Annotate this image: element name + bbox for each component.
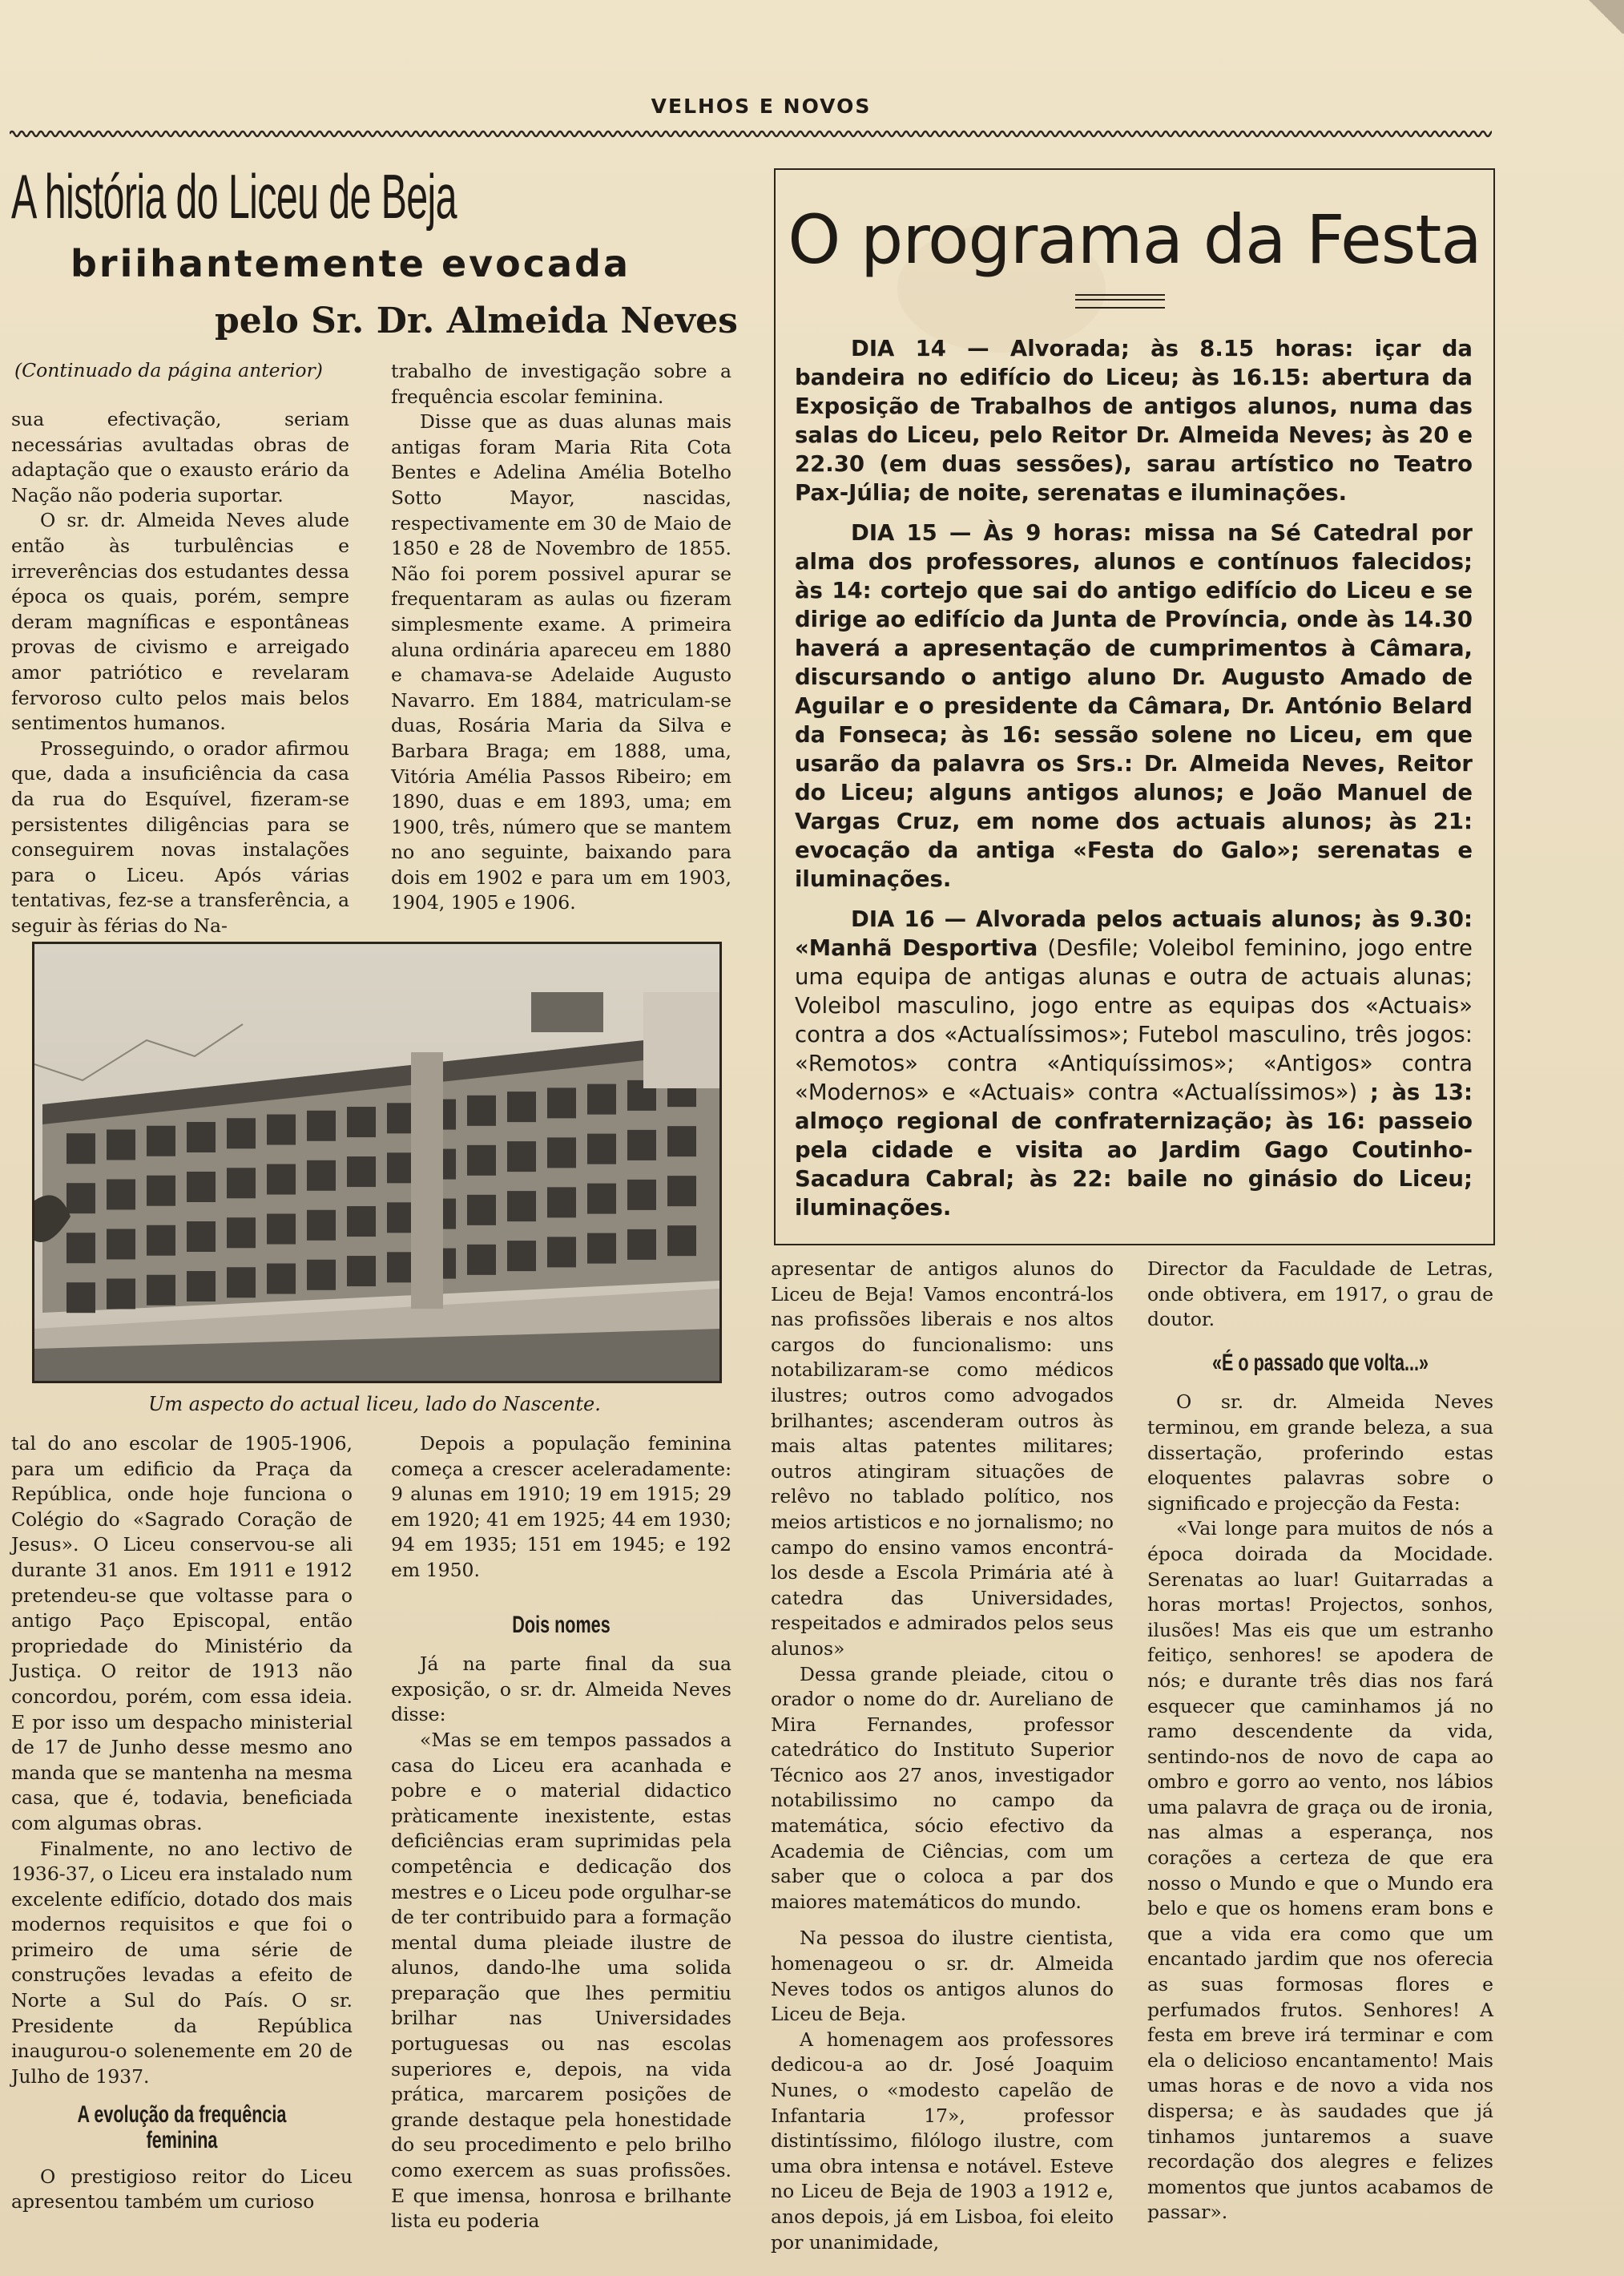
section-header: VELHOS E NOVOS [651, 95, 872, 118]
building-window [267, 1115, 296, 1145]
paragraph: Prosseguindo, o orador afirmou que, dada a insuficiência da casa da rua do Esquível, fizeram-se persistentes diligências para se conseguirem novas instalações para o Liceu. Após várias tentativas, fez-se a transferência, a seguir às férias do Na- [11, 736, 349, 937]
paragraph: O prestigioso reitor do Liceu apresentou também um curioso [11, 2165, 353, 2213]
building-window [267, 1164, 296, 1195]
building-window [66, 1133, 95, 1164]
building-window [587, 1233, 616, 1264]
column-1-top [11, 407, 349, 938]
building-window [66, 1282, 95, 1313]
building-window [547, 1237, 576, 1267]
paragraph: O sr. dr. Almeida Neves terminou, em grande beleza, a sua dissertação, proferindo estas eloquentes palavras sobre o significado e projecção da Festa: [1147, 1390, 1493, 1515]
column-3 [771, 1257, 1114, 2255]
paragraph: Finalmente, no ano lectivo de 1936-37, o Liceu era instalado num excelente edifício, dotado dos mais modernos requisitos e que foi o primeiro de uma série de construções levadas a efeito de Norte a Sul do País. O sr. Presidente da República inaugurou-o solenemente em 20 de Julho de 1937. [11, 1837, 353, 2088]
building-window [467, 1096, 496, 1126]
building-window [66, 1183, 95, 1213]
paragraph: «Vai longe para muitos de nós a época doirada da Mocidade. Serenatas ao luar! Guitarradas a horas mortas! Projectos, sonhos, ilusões! Mas eis que um estranho feitiço, senhores! se apodera de nós; e durante três dias nos fará esquecer que caminhamos já no ramo descendente da vida, sentindo-nos de novo de capa ao ombro e gorro ao vento, nos lábios uma palavra de graça ou de ironia, nas almas a esperança, nos corações a certeza de que era nosso o Mundo e que o Mundo era belo e que os homens eram bons e que a vida era como que um encantado jardim que nos oferecia as suas formosas flores e perfumados frutos. Senhores! A festa em breve irá terminar e com ela o delicioso encantamento! Mais umas horas e de novo a vida nos dispersa; e às saudades que já tinhamos juntaremos a suave recordação dos alegres e felizes momentos que juntos acabamos de passar». [1147, 1517, 1493, 2224]
building-window [547, 1088, 576, 1118]
building-window [587, 1184, 616, 1214]
building-window [667, 1225, 696, 1256]
building-window [507, 1141, 536, 1172]
programme-day-14: DIA 14 — Alvorada; às 8.15 horas: içar da bandeira no edifício do Liceu; às 16.15: abertura da Exposição de Trabalhos de antigos alunos, numa das salas do Liceu, pelo Reitor Dr. Almeida Neves; às 20 e 22.30 (em duas sessões), sarau artístico no Teatro Pax-Júlia; de noite, serenatas e iluminações. [795, 336, 1473, 506]
building-window [227, 1168, 256, 1198]
paragraph: Dessa grande pleiade, citou o orador o nome do dr. Aureliano de Mira Fernandes, professor catedrático do Instituto Superior Técnico aos 27 anos, investigador notabilissimo no campo da matemática, sócio efectivo da Academia de Ciências, com um saber que o coloca a par dos maiores matemáticos do mundo. [771, 1662, 1114, 1913]
building-window [467, 1245, 496, 1275]
building-window [667, 1126, 696, 1156]
continued-note: (Continuado da página anterior) [14, 359, 323, 381]
building-window [507, 1241, 536, 1271]
paragraph: sua efectivação, seriam necessárias avultadas obras de adaptação que o exausto erário da Nação não poderia suportar. [11, 408, 349, 506]
programme-text [795, 334, 1473, 1222]
building-window [547, 1187, 576, 1217]
article-title: A história do Liceu de Beja [11, 161, 457, 232]
building-window [187, 1122, 216, 1152]
building-window [307, 1210, 336, 1241]
subhead-passado: «É o passado que volta...» [1211, 1349, 1429, 1376]
paragraph: Director da Faculdade de Letras, onde obtivera, em 1917, o grau de doutor. [1147, 1257, 1493, 1331]
building-window [307, 1160, 336, 1191]
building-window [467, 1195, 496, 1225]
article-subtitle: briihantemente evocada [71, 242, 631, 285]
building-window [507, 1191, 536, 1221]
building-window [147, 1275, 175, 1305]
building-window [147, 1176, 175, 1206]
paragraph: apresentar de antigos alunos do Liceu de Beja! Vamos encontrá-los nas profissões liberais e nos altos cargos do funcionalismo: uns notabilizaram-se como médicos ilustres; outros como advogados brilhantes; ascenderam outros às mais altas patentes militares; outros atingiram situações de relêvo no tablado político, nos meios artisticos e no jornalismo; no campo do ensino vamos encontrá-los desde a Escola Primária até à catedra das Universidades, respeitados e admirados pelos seus alunos» [771, 1257, 1114, 1660]
building-window [107, 1179, 135, 1209]
photo-caption: Um aspecto do actual liceu, lado do Nascente. [148, 1393, 601, 1415]
building-window [587, 1084, 616, 1115]
paragraph: trabalho de investigação sobre a frequência escolar feminina. [391, 360, 731, 408]
building-window [547, 1137, 576, 1168]
column-1-bottom [11, 1431, 353, 2215]
paragraph: Na pessoa do ilustre cientista, homenageou o sr. dr. Almeida Neves todos os antigos alunos do Liceu de Beja. [771, 1927, 1114, 2026]
building-window [187, 1271, 216, 1301]
paragraph: Disse que as duas alunas mais antigas foram Maria Rita Cota Bentes e Adelina Amélia Botelho Sotto Mayor, nascidas, respectivamente em 30 de Maio de 1850 e 28 de Novembro de 1855. Não foi porem possivel apurar se frequentaram as aulas ou fizeram simplesmente exame. A primeira aluna ordinária apareceu em 1880 e chamava-se Adelaide Augusto Navarro. Em 1884, matriculam-se duas, Rosária Maria da Silva e Barbara Braga; em 1888, uma, Vitória Amélia Passos Ribeiro; em 1890, duas e em 1893, uma; em 1900, três, número que se mantem no ano seguinte, baixando para dois em 1902 e para um em 1903, 1904, 1905 e 1906. [391, 410, 731, 914]
building-window [187, 1172, 216, 1202]
building-window [467, 1145, 496, 1176]
building-window [627, 1180, 656, 1210]
subhead-dois-nomes: Dois nomes [512, 1611, 611, 1638]
building-window [347, 1107, 376, 1137]
building-illustration [34, 944, 719, 1381]
building-window [627, 1130, 656, 1160]
building-window [227, 1118, 256, 1148]
building-window [147, 1225, 175, 1256]
building-window [66, 1233, 95, 1263]
building-window [347, 1156, 376, 1187]
building-window [307, 1111, 336, 1141]
article-byline: pelo Sr. Dr. Almeida Neves [215, 301, 738, 341]
wavy-rule [10, 128, 1492, 139]
programme-box [774, 168, 1495, 1245]
building-window [107, 1129, 135, 1160]
programme-day-16: DIA 16 — Alvorada pelos actuais alunos; às 9.30: «Manhã Desportiva (Desfile; Voleibol feminino, jogo entre uma equipa de antigas alunas e outra de actuais alunas; Voleibol masculino, jogo entre as equipas dos «Actuais» contra a dos «Actualíssimos»; Futebol masculino, três jogos: «Remotos» contra «Antiquíssimos»; «Antigos» contra «Modernos» e «Actuais» contra «Actualíssimos») ; às 13: almoço regional de confraternização; às 16: passeio pela cidade e visita ao Jardim Gago Coutinho-Sacadura Cabral; às 22: baile no ginásio do Liceu; iluminações. [795, 906, 1473, 1221]
building-window [667, 1176, 696, 1206]
folded-corner [1587, 0, 1624, 34]
paragraph: A homenagem aos professores dedicou-a ao dr. José Joaquim Nunes, o «modesto capelão de Infantaria 17», professor distintíssimo, filólogo ilustre, com uma obra intensa e notável. Esteve no Liceu de Beja de 1903 a 1912 e, anos depois, já em Lisboa, foi eleito por unanimidade, [771, 2028, 1114, 2254]
building-window [347, 1206, 376, 1237]
paragraph: Depois a população feminina começa a crescer aceleradamente: 9 alunas em 1910; 19 em 1915; 29 em 1920; 41 em 1925; 44 em 1930; 94 em 1935; 151 em 1945; e 192 em 1950. [391, 1432, 731, 1581]
building-window [307, 1260, 336, 1290]
building-window [187, 1221, 216, 1252]
building-window [627, 1229, 656, 1260]
building-window [227, 1267, 256, 1297]
building-window [267, 1214, 296, 1245]
building-window [107, 1229, 135, 1259]
column-2-bottom [391, 1431, 731, 2234]
building-window [347, 1256, 376, 1286]
title-rule [1075, 294, 1165, 309]
building-window [587, 1134, 616, 1164]
building-window [227, 1217, 256, 1248]
building-window [107, 1278, 135, 1309]
building-window [507, 1092, 536, 1122]
building-window [267, 1264, 296, 1294]
programme-title: O programa da Festa [788, 200, 1481, 279]
paragraph: «Mas se em tempos passados a casa do Liceu era acanhada e pobre e o material didactico pràticamente inexistente, estas deficiências eram suprimidas pela competência e dedicação dos mestres e o Liceu pode orgulhar-se de ter contribuido para a formação mental duma pleiade ilustre de alunos, dando-lhe uma solida preparação que lhes permitiu brilhar nas Universidades portuguesas ou nas escolas superiores e, depois, na vida prática, marcarem posições de grande destaque pela honestidade do seu procedimento e pelo brilho como exercem as suas profissões. E que imensa, honrosa e brilhante lista eu poderia [391, 1728, 731, 2233]
building-window [147, 1126, 175, 1156]
paragraph: tal do ano escolar de 1905-1906, para um edificio da Praça da República, onde hoje funciona o Colégio do «Sagrado Coração de Jesus». O Liceu conservou-se ali durante 31 anos. Em 1911 e 1912 pretendeu-se que voltasse para o antigo Paço Episcopal, então propriedade do Ministério da Justiça. O reitor de 1913 não concordou, porém, com essa ideia. E por isso um despacho ministerial de 17 de Junho desse mesmo ano manda que se mantenha na mesma casa, que é, todavia, beneficiada com algumas obras. [11, 1432, 353, 1834]
programme-day-15: DIA 15 — Às 9 horas: missa na Sé Catedral por alma dos professores, alunos e contínuos falecidos; às 14: cortejo que sai do antigo edifício do Liceu e se dirige ao edifício da Junta de Província, onde às 14.30 haverá a apresentação de cumprimentos à Câmara, discursando o antigo aluno Dr. Augusto Amado de Aguilar e o presidente da Câmara, Dr. António Belard da Fonseca; às 16: sessão solene no Liceu, em que usarão da palavra os Srs.: Dr. Almeida Neves, Reitor do Liceu; alguns antigos alunos; e João Manuel de Vargas Cruz, em nome dos actuais alunos; às 21: evocação da antiga «Festa do Galo»; serenatas e iluminações. [795, 520, 1473, 892]
column-4 [1147, 1257, 1493, 2226]
column-2-top [391, 359, 731, 916]
paragraph: Já na parte final da sua exposição, o sr. dr. Almeida Neves disse: [391, 1653, 731, 1726]
paragraph: O sr. dr. Almeida Neves alude então às turbulências e irreverências dos estudantes dessa época os quais, porém, sempre deram magníficas e espontâneas provas de civismo e arreigado amor patriótico e revelaram fervoroso culto pelos mais belos sentimentos humanos. [11, 509, 349, 735]
school-building-photo [32, 942, 722, 1383]
subhead-evolucao: A evolução da frequência feminina [77, 2101, 287, 2154]
